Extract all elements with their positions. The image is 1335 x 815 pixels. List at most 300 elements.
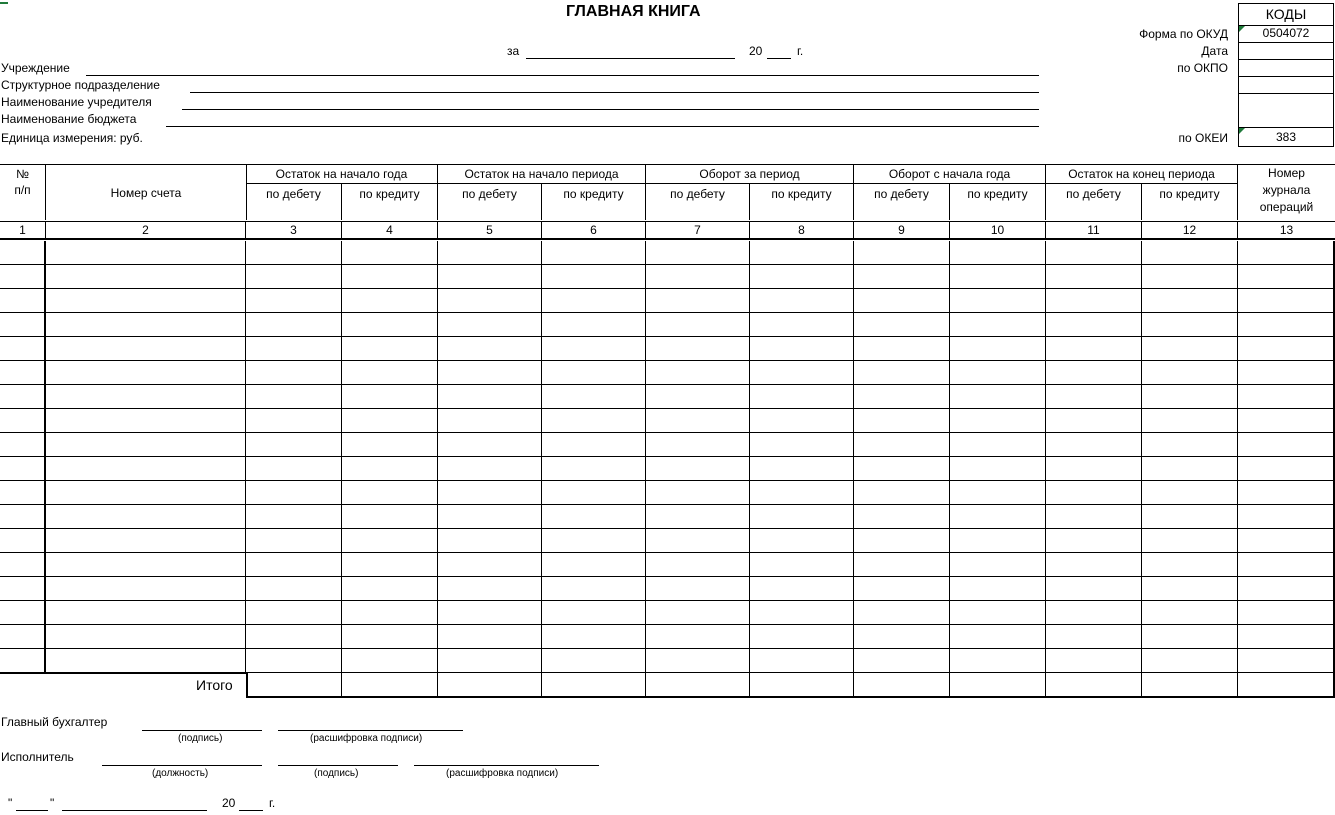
total-cell[interactable] (542, 673, 646, 698)
date-label: Дата (1201, 44, 1228, 58)
table-cell[interactable] (0, 409, 46, 433)
header-credit-5: по кредиту (1142, 184, 1238, 220)
table-cell[interactable] (0, 241, 46, 265)
table-cell[interactable] (646, 649, 750, 673)
institution-field[interactable] (86, 75, 1039, 76)
table-cell[interactable] (854, 481, 950, 505)
executor-signature-line[interactable] (278, 765, 398, 766)
table-cell[interactable] (438, 241, 542, 265)
table-cell[interactable] (646, 601, 750, 625)
table-cell[interactable] (342, 265, 438, 289)
executor-position-caption: (должность) (152, 768, 209, 779)
table-cell[interactable] (1238, 337, 1335, 361)
table-cell[interactable] (950, 337, 1046, 361)
executor-signature-caption: (подпись) (314, 768, 359, 779)
table-cell[interactable] (1238, 529, 1335, 553)
table-cell[interactable] (750, 529, 854, 553)
table-cell[interactable] (646, 289, 750, 313)
table-cell[interactable] (438, 457, 542, 481)
table-cell[interactable] (1142, 529, 1238, 553)
table-cell[interactable] (438, 313, 542, 337)
founder-field[interactable] (182, 109, 1039, 110)
table-cell[interactable] (646, 433, 750, 457)
budget-field[interactable] (166, 126, 1039, 127)
division-field[interactable] (190, 92, 1039, 93)
table-cell[interactable] (1238, 457, 1335, 481)
table-cell[interactable] (1142, 481, 1238, 505)
header-account: Номер счета (46, 165, 247, 220)
table-cell[interactable] (1142, 265, 1238, 289)
header-group-3: Оборот за период (646, 165, 854, 184)
table-cell[interactable] (246, 241, 342, 265)
table-cell[interactable] (542, 313, 646, 337)
table-cell[interactable] (438, 625, 542, 649)
total-cell[interactable] (1142, 673, 1238, 698)
table-cell[interactable] (46, 313, 246, 337)
chief-signature-line[interactable] (142, 730, 262, 731)
table-cell[interactable] (342, 577, 438, 601)
table-cell[interactable] (854, 337, 950, 361)
table-cell[interactable] (854, 457, 950, 481)
table-cell[interactable] (1046, 337, 1142, 361)
table-cell[interactable] (246, 385, 342, 409)
date-value[interactable] (1238, 42, 1334, 60)
header-debit-1: по дебету (246, 184, 342, 220)
table-cell[interactable] (542, 529, 646, 553)
total-cell[interactable] (438, 673, 542, 698)
table-cell[interactable] (1046, 241, 1142, 265)
table-cell[interactable] (854, 601, 950, 625)
table-cell[interactable] (646, 385, 750, 409)
table-cell[interactable] (854, 505, 950, 529)
chief-decode-caption: (расшифровка подписи) (310, 733, 423, 744)
table-cell[interactable] (246, 457, 342, 481)
table-cell[interactable] (1046, 481, 1142, 505)
executor-decode-line[interactable] (414, 765, 599, 766)
table-cell[interactable] (1142, 577, 1238, 601)
table-cell[interactable] (438, 289, 542, 313)
document-title: ГЛАВНАЯ КНИГА (566, 3, 701, 20)
table-cell[interactable] (1046, 625, 1142, 649)
table-cell[interactable] (342, 433, 438, 457)
table-cell[interactable] (246, 481, 342, 505)
table-cell[interactable] (1238, 649, 1335, 673)
table-cell[interactable] (646, 361, 750, 385)
total-cell[interactable] (646, 673, 750, 698)
column-number-5: 5 (438, 222, 542, 239)
table-cell[interactable] (750, 601, 854, 625)
header-journal-text: Номер журнала операций (1259, 166, 1314, 214)
table-cell[interactable] (1046, 505, 1142, 529)
header-credit-4: по кредиту (950, 184, 1046, 220)
table-cell[interactable] (438, 649, 542, 673)
table-cell[interactable] (854, 361, 950, 385)
table-cell[interactable] (46, 601, 246, 625)
table-cell[interactable] (438, 529, 542, 553)
table-cell[interactable] (0, 601, 46, 625)
date-year-suffix: г. (269, 796, 276, 810)
table-cell[interactable] (1238, 289, 1335, 313)
table-cell[interactable] (46, 409, 246, 433)
table-cell[interactable] (342, 553, 438, 577)
table-cell[interactable] (542, 265, 646, 289)
header-num-text: № п/п (14, 167, 31, 197)
table-cell[interactable] (246, 553, 342, 577)
table-cell[interactable] (646, 625, 750, 649)
table-cell[interactable] (646, 337, 750, 361)
table-cell[interactable] (0, 265, 46, 289)
table-cell[interactable] (646, 481, 750, 505)
table-cell[interactable] (854, 313, 950, 337)
table-cell[interactable] (0, 505, 46, 529)
table-cell[interactable] (646, 529, 750, 553)
table-cell[interactable] (0, 385, 46, 409)
table-cell[interactable] (0, 625, 46, 649)
table-cell[interactable] (46, 457, 246, 481)
table-cell[interactable] (854, 265, 950, 289)
header-group-5: Остаток на конец периода (1046, 165, 1238, 184)
code-blank-1[interactable] (1238, 76, 1334, 94)
date-month-line[interactable] (62, 810, 207, 811)
table-cell[interactable] (342, 505, 438, 529)
table-cell[interactable] (1238, 385, 1335, 409)
table-cell[interactable] (542, 433, 646, 457)
table-cell[interactable] (1142, 361, 1238, 385)
unit-label: Единица измерения: руб. (1, 131, 143, 145)
column-number-4: 4 (342, 222, 438, 239)
table-cell[interactable] (542, 337, 646, 361)
table-cell[interactable] (46, 337, 246, 361)
executor-position-line[interactable] (102, 765, 262, 766)
table-cell[interactable] (750, 433, 854, 457)
table-cell[interactable] (438, 385, 542, 409)
table-cell[interactable] (0, 553, 46, 577)
table-cell[interactable] (342, 409, 438, 433)
table-cell[interactable] (646, 409, 750, 433)
table-cell[interactable] (342, 601, 438, 625)
okei-value[interactable]: 383 (1238, 127, 1334, 147)
table-cell[interactable] (246, 601, 342, 625)
table-cell[interactable] (342, 649, 438, 673)
total-cell[interactable] (854, 673, 950, 698)
table-cell[interactable] (750, 241, 854, 265)
table-cell[interactable] (1142, 241, 1238, 265)
table-cell[interactable] (750, 505, 854, 529)
date-day-line[interactable] (16, 810, 48, 811)
table-cell[interactable] (854, 385, 950, 409)
table-cell[interactable] (542, 457, 646, 481)
table-cell[interactable] (0, 313, 46, 337)
date-year-line[interactable] (239, 810, 263, 811)
table-cell[interactable] (750, 481, 854, 505)
table-cell[interactable] (438, 433, 542, 457)
table-cell[interactable] (46, 265, 246, 289)
column-number-7: 7 (646, 222, 750, 239)
table-cell[interactable] (750, 553, 854, 577)
period-year-line[interactable] (767, 58, 791, 59)
table-cell[interactable] (542, 577, 646, 601)
table-cell[interactable] (1238, 625, 1335, 649)
table-cell[interactable] (1142, 457, 1238, 481)
table-cell[interactable] (246, 361, 342, 385)
table-cell[interactable] (1046, 313, 1142, 337)
okud-label: Форма по ОКУД (1139, 27, 1228, 41)
table-cell[interactable] (1238, 433, 1335, 457)
header-debit-3: по дебету (646, 184, 750, 220)
okud-value[interactable]: 0504072 (1238, 25, 1334, 43)
table-cell[interactable] (950, 649, 1046, 673)
table-cell[interactable] (1142, 625, 1238, 649)
table-cell[interactable] (246, 337, 342, 361)
table-cell[interactable] (46, 241, 246, 265)
table-cell[interactable] (342, 529, 438, 553)
table-cell[interactable] (950, 625, 1046, 649)
table-cell[interactable] (342, 313, 438, 337)
column-number-1: 1 (0, 222, 46, 239)
table-cell[interactable] (46, 481, 246, 505)
table-cell[interactable] (1142, 409, 1238, 433)
table-cell[interactable] (46, 433, 246, 457)
total-cell[interactable] (1238, 673, 1335, 698)
table-cell[interactable] (0, 361, 46, 385)
table-cell[interactable] (646, 505, 750, 529)
total-cell[interactable] (950, 673, 1046, 698)
table-cell[interactable] (542, 625, 646, 649)
table-cell[interactable] (854, 625, 950, 649)
table-cell[interactable] (1142, 505, 1238, 529)
column-number-11: 11 (1046, 222, 1142, 239)
code-blank-2[interactable] (1238, 93, 1334, 128)
table-cell[interactable] (750, 337, 854, 361)
table-cell[interactable] (342, 337, 438, 361)
table-cell[interactable] (246, 265, 342, 289)
table-cell[interactable] (542, 361, 646, 385)
table-cell[interactable] (854, 289, 950, 313)
table-cell[interactable] (1046, 553, 1142, 577)
table-cell[interactable] (750, 625, 854, 649)
period-input-line[interactable] (526, 58, 735, 59)
table-cell[interactable] (646, 553, 750, 577)
table-cell[interactable] (246, 505, 342, 529)
table-cell[interactable] (854, 433, 950, 457)
ledger-table (0, 164, 1335, 696)
table-cell[interactable] (950, 409, 1046, 433)
table-cell[interactable] (950, 313, 1046, 337)
table-cell[interactable] (1238, 241, 1335, 265)
table-cell[interactable] (1046, 457, 1142, 481)
table-cell[interactable] (438, 505, 542, 529)
table-cell[interactable] (950, 241, 1046, 265)
header-group-1: Остаток на начало года (246, 165, 438, 184)
table-cell[interactable] (246, 433, 342, 457)
table-cell[interactable] (342, 457, 438, 481)
table-cell[interactable] (1046, 265, 1142, 289)
table-cell[interactable] (0, 649, 46, 673)
table-cell[interactable] (750, 361, 854, 385)
table-cell[interactable] (1046, 289, 1142, 313)
division-label: Структурное подразделение (1, 78, 160, 92)
table-cell[interactable] (1142, 649, 1238, 673)
table-cell[interactable] (46, 505, 246, 529)
table-cell[interactable] (542, 385, 646, 409)
table-cell[interactable] (542, 289, 646, 313)
table-cell[interactable] (46, 649, 246, 673)
table-cell[interactable] (342, 361, 438, 385)
table-cell[interactable] (646, 265, 750, 289)
table-cell[interactable] (950, 361, 1046, 385)
table-cell[interactable] (750, 577, 854, 601)
table-cell[interactable] (854, 409, 950, 433)
table-cell[interactable] (646, 457, 750, 481)
table-cell[interactable] (950, 577, 1046, 601)
table-cell[interactable] (246, 313, 342, 337)
table-cell[interactable] (0, 457, 46, 481)
table-cell[interactable] (438, 409, 542, 433)
table-cell[interactable] (950, 265, 1046, 289)
table-cell[interactable] (750, 409, 854, 433)
table-cell[interactable] (646, 241, 750, 265)
table-cell[interactable] (1046, 385, 1142, 409)
table-cell[interactable] (854, 241, 950, 265)
table-cell[interactable] (1238, 313, 1335, 337)
table-cell[interactable] (542, 409, 646, 433)
table-cell[interactable] (1142, 601, 1238, 625)
date-quote-open: " (8, 796, 13, 810)
table-cell[interactable] (646, 577, 750, 601)
table-cell[interactable] (750, 649, 854, 673)
table-cell[interactable] (438, 481, 542, 505)
table-cell[interactable] (1046, 601, 1142, 625)
table-cell[interactable] (46, 361, 246, 385)
table-cell[interactable] (950, 457, 1046, 481)
table-cell[interactable] (1046, 409, 1142, 433)
table-cell[interactable] (1046, 649, 1142, 673)
table-cell[interactable] (750, 289, 854, 313)
header-debit-2: по дебету (438, 184, 542, 220)
table-cell[interactable] (1238, 265, 1335, 289)
okpo-label: по ОКПО (1177, 61, 1228, 75)
table-cell[interactable] (1142, 433, 1238, 457)
table-cell[interactable] (438, 361, 542, 385)
table-cell[interactable] (342, 481, 438, 505)
table-cell[interactable] (1238, 409, 1335, 433)
table-cell[interactable] (750, 457, 854, 481)
table-cell[interactable] (1238, 505, 1335, 529)
header-debit-4: по дебету (854, 184, 950, 220)
date-year-prefix: 20 (222, 796, 236, 810)
table-cell[interactable] (46, 625, 246, 649)
total-cell[interactable] (342, 673, 438, 698)
table-cell[interactable] (1142, 385, 1238, 409)
table-cell[interactable] (542, 481, 646, 505)
table-cell[interactable] (1238, 553, 1335, 577)
table-cell[interactable] (950, 553, 1046, 577)
body-bottom-border (0, 672, 246, 674)
table-cell[interactable] (46, 289, 246, 313)
table-cell[interactable] (246, 529, 342, 553)
table-cell[interactable] (542, 553, 646, 577)
total-cell[interactable] (750, 673, 854, 698)
table-cell[interactable] (46, 529, 246, 553)
table-cell[interactable] (950, 529, 1046, 553)
table-cell[interactable] (0, 337, 46, 361)
table-cell[interactable] (646, 313, 750, 337)
table-cell[interactable] (342, 241, 438, 265)
table-cell[interactable] (246, 289, 342, 313)
table-cell[interactable] (950, 385, 1046, 409)
table-cell[interactable] (854, 529, 950, 553)
table-cell[interactable] (342, 385, 438, 409)
table-cell[interactable] (1238, 481, 1335, 505)
table-cell[interactable] (438, 601, 542, 625)
table-cell[interactable] (246, 649, 342, 673)
table-cell[interactable] (750, 265, 854, 289)
table-cell[interactable] (342, 625, 438, 649)
table-cell[interactable] (0, 577, 46, 601)
table-cell[interactable] (854, 649, 950, 673)
table-cell[interactable] (950, 289, 1046, 313)
column-number-9: 9 (854, 222, 950, 239)
okpo-value[interactable] (1238, 59, 1334, 77)
table-cell[interactable] (1142, 313, 1238, 337)
table-cell[interactable] (542, 649, 646, 673)
table-cell[interactable] (1046, 529, 1142, 553)
table-cell[interactable] (438, 577, 542, 601)
table-cell[interactable] (1142, 289, 1238, 313)
institution-label: Учреждение (1, 61, 70, 75)
table-cell[interactable] (438, 337, 542, 361)
table-cell[interactable] (0, 481, 46, 505)
chief-decode-line[interactable] (278, 730, 463, 731)
table-cell[interactable] (854, 577, 950, 601)
table-cell[interactable] (1238, 601, 1335, 625)
table-cell[interactable] (438, 553, 542, 577)
table-cell[interactable] (0, 433, 46, 457)
table-cell[interactable] (46, 553, 246, 577)
table-cell[interactable] (1238, 361, 1335, 385)
table-cell[interactable] (854, 553, 950, 577)
total-cell[interactable] (246, 673, 342, 698)
table-cell[interactable] (246, 409, 342, 433)
column-number-6: 6 (542, 222, 646, 239)
budget-label: Наименование бюджета (1, 112, 137, 126)
total-cell[interactable] (1046, 673, 1142, 698)
table-cell[interactable] (1142, 337, 1238, 361)
table-cell[interactable] (542, 241, 646, 265)
table-cell[interactable] (950, 433, 1046, 457)
table-cell[interactable] (0, 289, 46, 313)
table-cell[interactable] (542, 505, 646, 529)
table-cell[interactable] (246, 577, 342, 601)
table-cell[interactable] (1046, 577, 1142, 601)
table-cell[interactable] (750, 313, 854, 337)
table-cell[interactable] (342, 289, 438, 313)
table-cell[interactable] (542, 601, 646, 625)
table-cell[interactable] (46, 385, 246, 409)
table-cell[interactable] (950, 505, 1046, 529)
table-cell[interactable] (1046, 361, 1142, 385)
table-cell[interactable] (246, 625, 342, 649)
table-cell[interactable] (950, 481, 1046, 505)
table-cell[interactable] (0, 529, 46, 553)
table-cell[interactable] (950, 601, 1046, 625)
table-cell[interactable] (46, 577, 246, 601)
table-cell[interactable] (750, 385, 854, 409)
table-cell[interactable] (1046, 433, 1142, 457)
table-cell[interactable] (1238, 577, 1335, 601)
table-cell[interactable] (438, 265, 542, 289)
table-cell[interactable] (1142, 553, 1238, 577)
